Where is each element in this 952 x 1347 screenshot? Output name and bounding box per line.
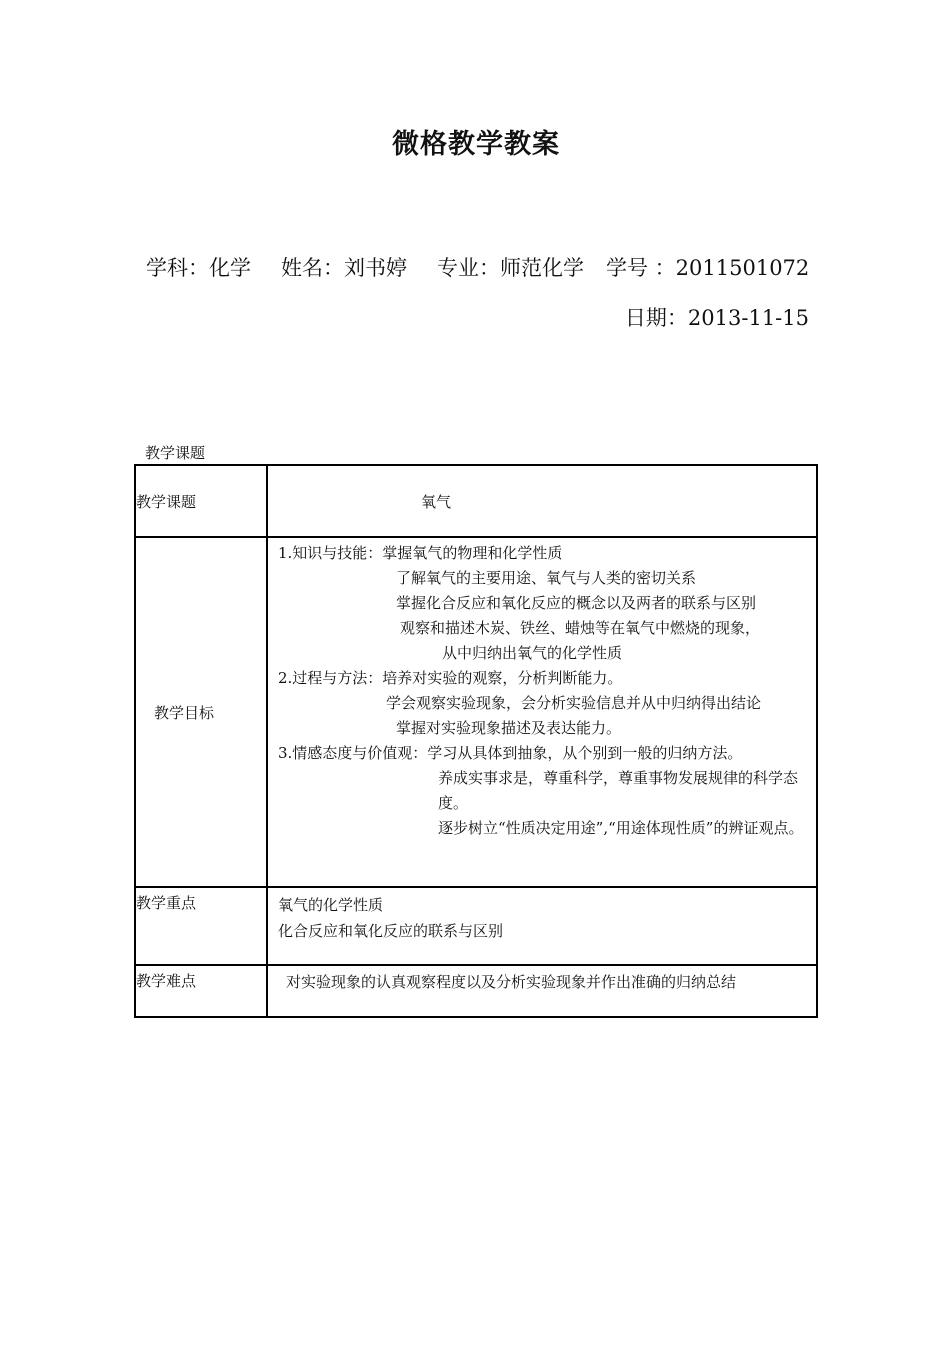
difficulty-value: 对实验现象的认真观察程度以及分析实验现象并作出准确的归纳总结 bbox=[286, 973, 737, 991]
difficulty-cell bbox=[267, 965, 817, 1017]
difficulty-label: 教学难点 bbox=[135, 965, 267, 1017]
table-row-goals bbox=[135, 537, 817, 887]
goals-list bbox=[268, 538, 816, 841]
student-id-field: 学号 ：2011501072 bbox=[606, 256, 810, 280]
goal-line: 掌握化合反应和氧化反应的概念以及两者的联系与区别 bbox=[396, 594, 757, 612]
goal-line: 观察和描述木炭、铁丝、蜡烛等在氧气中燃烧的现象， bbox=[400, 619, 761, 637]
name-field: 姓名：刘书婷 bbox=[281, 256, 407, 280]
goal-line: 1.知识与技能：掌握氧气的物理和化学性质 bbox=[278, 544, 563, 562]
major-field: 专业：师范化学 bbox=[437, 256, 584, 280]
date-field: 日期：2013-11-15 bbox=[624, 306, 809, 330]
subject-field: 学科：化学 bbox=[146, 256, 251, 280]
topic-cell bbox=[267, 465, 817, 537]
goal-line: 逐步树立“性质决定用途”,“用途体现性质”的辨证观点。 bbox=[438, 819, 804, 837]
focus-list bbox=[268, 888, 816, 944]
goals-label: 教学目标 bbox=[135, 537, 267, 887]
table-caption: 教学课题 bbox=[145, 444, 206, 462]
goal-line: 2.过程与方法：培养对实验的观察，分析判断能力。 bbox=[278, 669, 623, 687]
goal-line: 学会观察实验现象，会分析实验信息并从中归纳得出结论 bbox=[386, 694, 762, 712]
goals-cell bbox=[267, 537, 817, 887]
focus-line: 化合反应和氧化反应的联系与区别 bbox=[278, 922, 504, 940]
table-row-topic bbox=[135, 465, 817, 537]
lesson-plan-table bbox=[134, 464, 818, 1018]
goal-line: 了解氧气的主要用途、氧气与人类的密切关系 bbox=[396, 569, 697, 587]
topic-label: 教学课题 bbox=[135, 465, 267, 537]
topic-value: 氧气 bbox=[421, 492, 452, 511]
goal-line: 从中归纳出氧气的化学性质 bbox=[442, 644, 623, 662]
goal-line: 掌握对实验现象描述及表达能力。 bbox=[396, 719, 622, 737]
focus-cell bbox=[267, 887, 817, 965]
info-line bbox=[146, 252, 809, 282]
table-row-focus bbox=[135, 887, 817, 965]
focus-line: 氧气的化学性质 bbox=[278, 896, 384, 914]
goal-line: 3.情感态度与价值观：学习从具体到抽象，从个别到一般的归纳方法。 bbox=[278, 744, 743, 762]
table-row-difficulty bbox=[135, 965, 817, 1017]
focus-label: 教学重点 bbox=[135, 887, 267, 965]
goal-line: 养成实事求是，尊重科学，尊重事物发展规律的科学态度。 bbox=[438, 769, 799, 812]
page-title: 微格教学教案 bbox=[392, 129, 560, 160]
